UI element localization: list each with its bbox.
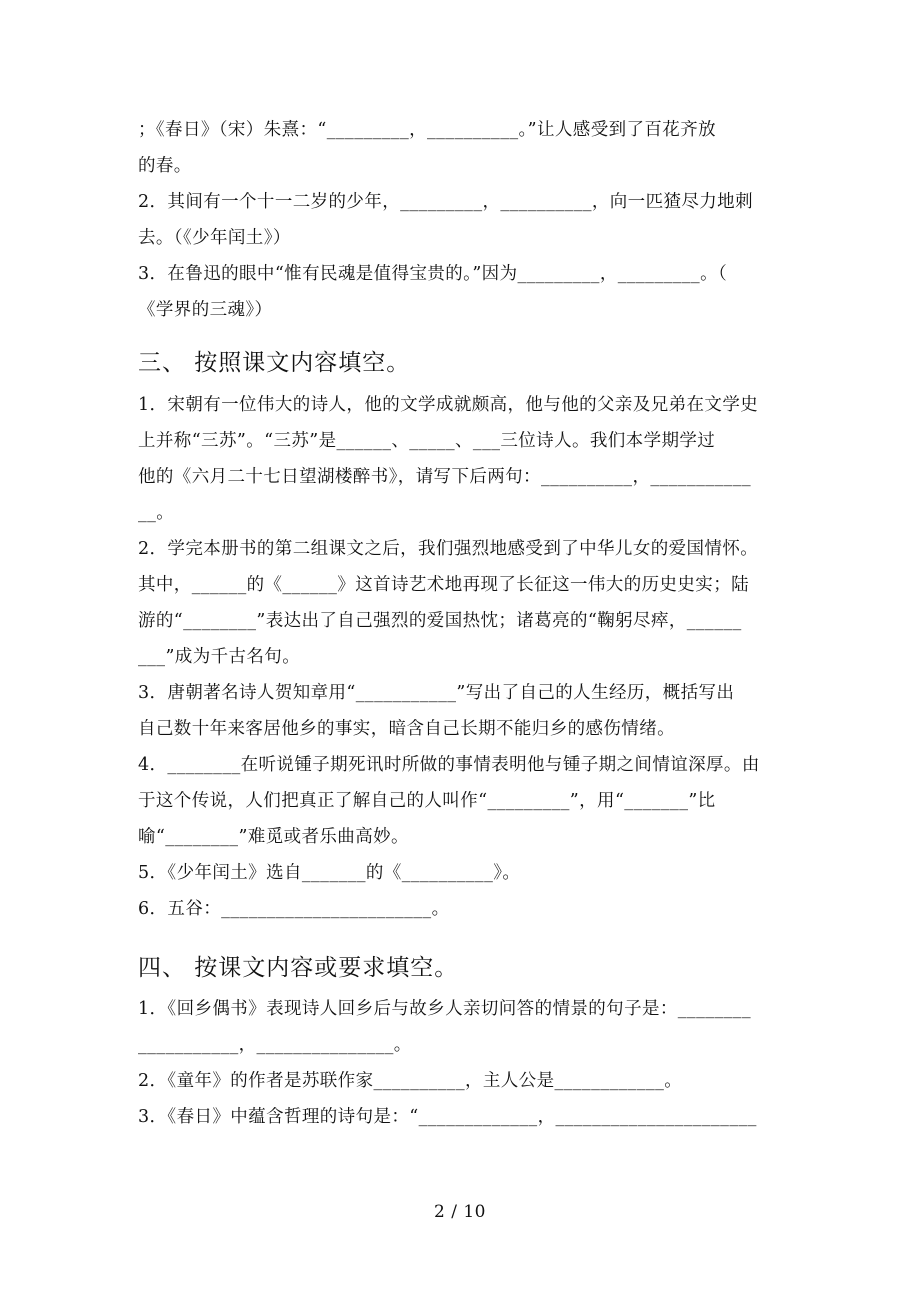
text-line: 上并称“三苏”。“三苏”是______、_____、___三位诗人。我们本学期学过 [138, 431, 716, 451]
text-line: 游的“________”表达出了自己强烈的爱国热忱；诸葛亮的“鞠躬尽瘁，______ [138, 611, 742, 631]
text-line: 2．学完本册书的第二组课文之后，我们强烈地感受到了中华儿女的爱国情怀。 [138, 539, 759, 559]
text-line: 3．在鲁迅的眼中“惟有民魂是值得宝贵的。”因为_________，_________。（ [138, 264, 728, 284]
text-line: 的春。 [138, 156, 192, 176]
text-line: ___”成为千古名句。 [138, 647, 301, 667]
text-line: 5．《少年闰土》选自_______的《__________》。 [138, 863, 521, 883]
section-4-body [138, 991, 788, 1135]
text-line: 喻“________”难觅或者乐曲高妙。 [138, 827, 409, 847]
text-line: 3．《春日》中蕴含哲理的诗句是：“_____________，______________________ [138, 1107, 757, 1127]
text-line: 其中，______的《______》这首诗艺术地再现了长征这一伟大的历史史实；陆 [138, 575, 749, 595]
text-line: 4．________在听说锺子期死讯时所做的事情表明他与锺子期之间情谊深厚。由 [138, 755, 760, 775]
section-4-heading: 四、 按课文内容或要求填空。 [138, 955, 459, 981]
text-line: 2．《童年》的作者是苏联作家__________，主人公是____________。 [138, 1071, 683, 1091]
text-line: 2．其间有一个十一二岁的少年，_________，__________，向一匹猹尽力地刺 [138, 192, 753, 212]
text-line: 他的《六月二十七日望湖楼醉书》，请写下后两句：__________，___________ [138, 467, 751, 487]
text-line: 去。（《少年闰土》） [138, 228, 291, 248]
document-content [138, 112, 788, 1135]
text-line: 1．《回乡偶书》表现诗人回乡后与故乡人亲切问答的情景的句子是：________ [138, 999, 751, 1019]
section-2-continued [138, 112, 788, 328]
text-line: __。 [138, 503, 175, 523]
page-number: 2 / 10 [434, 1202, 486, 1222]
text-line: ___________，_______________。 [138, 1035, 412, 1055]
text-line: 6．五谷：_______________________。 [138, 899, 450, 919]
text-line: 于这个传说，人们把真正了解自己的人叫作“_________”，用“_______”比 [138, 791, 716, 811]
text-line: 1．宋朝有一位伟大的诗人，他的文学成就颇高，他与他的父亲及兄弟在文学史 [138, 395, 759, 415]
text-line: 3．唐朝著名诗人贺知章用“___________”写出了自己的人生经历，概括写出 [138, 683, 735, 703]
section-3-heading: 三、 按照课文内容填空。 [138, 350, 411, 376]
text-line: 《学界的三魂》） [138, 300, 273, 320]
section-3-body [138, 387, 788, 927]
text-line: 自己数十年来客居他乡的事实，暗含自己长期不能归乡的感伤情绪。 [138, 719, 675, 739]
text-line: ；《春日》（宋）朱熹：“_________，__________。”让人感受到了百花齐放 [138, 120, 716, 140]
